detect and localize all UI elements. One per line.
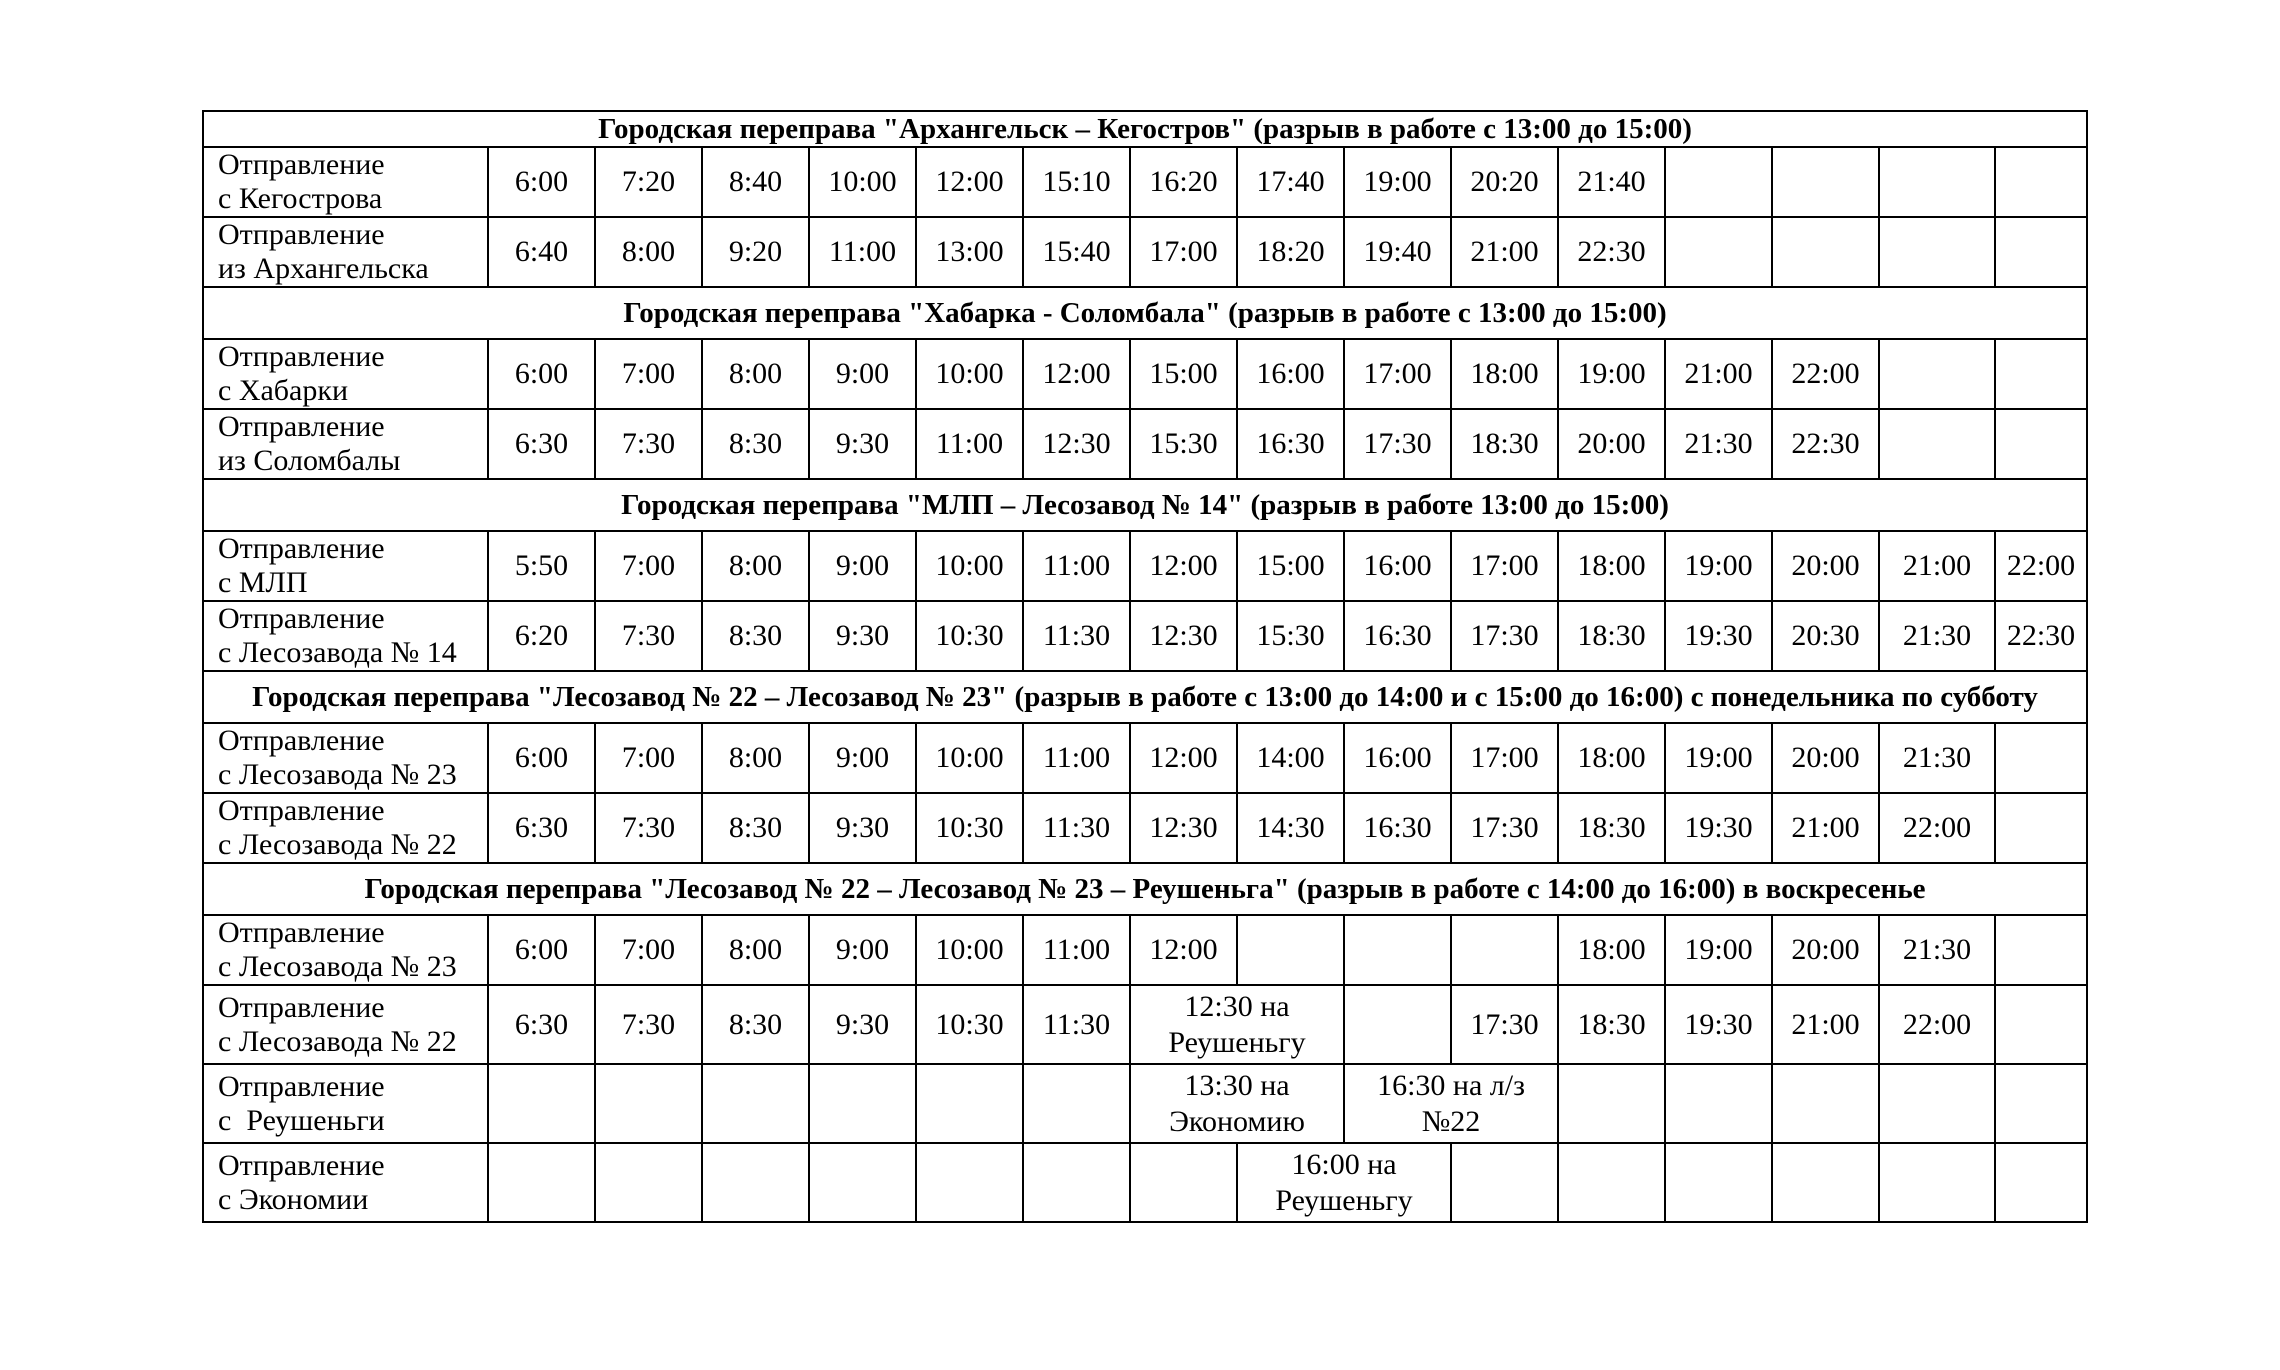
time-cell: 6:00: [488, 723, 595, 793]
time-cell: 8:00: [702, 531, 809, 601]
time-cell: 19:00: [1558, 339, 1665, 409]
time-cell: [1995, 1064, 2087, 1143]
time-cell: 12:30: [1023, 409, 1130, 479]
time-cell: 21:30: [1879, 601, 1995, 671]
time-cell: 7:30: [595, 409, 702, 479]
time-cell: [702, 1143, 809, 1222]
time-cell: 9:20: [702, 217, 809, 287]
time-cell: 18:30: [1558, 601, 1665, 671]
time-cell: 9:30: [809, 409, 916, 479]
table-row: [203, 1143, 2087, 1222]
table-row: [203, 531, 2087, 601]
table-row: [203, 1064, 2087, 1143]
row-label: Отправление с Лесозавода № 22: [203, 985, 488, 1064]
time-cell: 15:40: [1023, 217, 1130, 287]
time-cell: 21:30: [1879, 915, 1995, 985]
row-label: Отправление с Экономии: [203, 1143, 488, 1222]
time-cell: 18:00: [1558, 531, 1665, 601]
section-title: Городская переправа "Лесозавод № 22 – Лесозавод № 23" (разрыв в работе с 13:00 до 14:00 и с 15:00 до 16:00) с понедельника по субботу: [203, 671, 2087, 723]
time-cell: [1451, 915, 1558, 985]
merged-time-cell: 13:30 на Экономию: [1130, 1064, 1344, 1143]
merged-time-cell: 16:00 на Реушеньгу: [1237, 1143, 1451, 1222]
time-cell: [809, 1064, 916, 1143]
section-title: Городская переправа "МЛП – Лесозавод № 14" (разрыв в работе 13:00 до 15:00): [203, 479, 2087, 531]
time-cell: [1879, 147, 1995, 217]
row-label: Отправление с Лесозавода № 14: [203, 601, 488, 671]
time-cell: [1772, 217, 1879, 287]
merged-time-cell: 16:30 на л/з №22: [1344, 1064, 1558, 1143]
time-cell: [1995, 147, 2087, 217]
time-cell: 16:00: [1344, 531, 1451, 601]
time-cell: [595, 1064, 702, 1143]
time-cell: 9:00: [809, 723, 916, 793]
merged-time-cell: 12:30 на Реушеньгу: [1130, 985, 1344, 1064]
time-cell: 22:30: [1772, 409, 1879, 479]
time-cell: 5:50: [488, 531, 595, 601]
time-cell: [702, 1064, 809, 1143]
time-cell: 6:00: [488, 915, 595, 985]
time-cell: 15:00: [1130, 339, 1237, 409]
time-cell: [1995, 217, 2087, 287]
row-label: Отправление с Лесозавода № 23: [203, 723, 488, 793]
table-row: [203, 147, 2087, 217]
time-cell: 21:00: [1665, 339, 1772, 409]
section-header-row: [203, 671, 2087, 723]
time-cell: [1665, 1143, 1772, 1222]
time-cell: 22:00: [1879, 793, 1995, 863]
time-cell: 17:30: [1451, 985, 1558, 1064]
table-row: [203, 339, 2087, 409]
time-cell: 7:30: [595, 601, 702, 671]
time-cell: 12:00: [916, 147, 1023, 217]
section-header-row: [203, 479, 2087, 531]
section-header-row: [203, 863, 2087, 915]
time-cell: 11:30: [1023, 793, 1130, 863]
time-cell: 8:30: [702, 793, 809, 863]
time-cell: 10:00: [916, 339, 1023, 409]
row-label: Отправление с МЛП: [203, 531, 488, 601]
time-cell: 20:00: [1772, 723, 1879, 793]
time-cell: 9:00: [809, 339, 916, 409]
time-cell: 19:30: [1665, 793, 1772, 863]
time-cell: 16:30: [1344, 601, 1451, 671]
time-cell: 18:00: [1558, 723, 1665, 793]
row-label: Отправление с Кегострова: [203, 147, 488, 217]
time-cell: 21:00: [1451, 217, 1558, 287]
time-cell: 11:00: [916, 409, 1023, 479]
time-cell: 11:00: [1023, 723, 1130, 793]
time-cell: [1879, 1064, 1995, 1143]
time-cell: 17:00: [1451, 723, 1558, 793]
row-label: Отправление из Архангельска: [203, 217, 488, 287]
time-cell: 17:00: [1451, 531, 1558, 601]
time-cell: 18:30: [1558, 985, 1665, 1064]
time-cell: 18:30: [1451, 409, 1558, 479]
section-title: Городская переправа "Хабарка - Соломбала" (разрыв в работе с 13:00 до 15:00): [203, 287, 2087, 339]
time-cell: 20:00: [1772, 531, 1879, 601]
time-cell: 17:30: [1451, 601, 1558, 671]
time-cell: 12:30: [1130, 793, 1237, 863]
time-cell: [1879, 339, 1995, 409]
time-cell: 19:30: [1665, 985, 1772, 1064]
time-cell: [1995, 915, 2087, 985]
time-cell: [1558, 1064, 1665, 1143]
table-row: [203, 409, 2087, 479]
time-cell: 19:30: [1665, 601, 1772, 671]
time-cell: 9:30: [809, 601, 916, 671]
section-header-row: [203, 287, 2087, 339]
time-cell: 8:30: [702, 409, 809, 479]
time-cell: 8:30: [702, 601, 809, 671]
time-cell: 21:30: [1665, 409, 1772, 479]
time-cell: 22:30: [1558, 217, 1665, 287]
time-cell: 8:00: [702, 339, 809, 409]
time-cell: 11:30: [1023, 601, 1130, 671]
time-cell: 9:00: [809, 915, 916, 985]
row-label: Отправление с Хабарки: [203, 339, 488, 409]
time-cell: 16:30: [1344, 793, 1451, 863]
time-cell: [1130, 1143, 1237, 1222]
time-cell: 8:40: [702, 147, 809, 217]
table-row: [203, 601, 2087, 671]
time-cell: 21:00: [1772, 985, 1879, 1064]
time-cell: 22:00: [1879, 985, 1995, 1064]
time-cell: [1772, 1143, 1879, 1222]
time-cell: [1995, 339, 2087, 409]
time-cell: 17:30: [1344, 409, 1451, 479]
time-cell: 11:30: [1023, 985, 1130, 1064]
time-cell: 12:00: [1023, 339, 1130, 409]
ferry-schedule-table: [202, 110, 2088, 1223]
time-cell: 20:00: [1558, 409, 1665, 479]
time-cell: [488, 1143, 595, 1222]
table-row: [203, 915, 2087, 985]
time-cell: [1344, 985, 1451, 1064]
time-cell: 7:30: [595, 985, 702, 1064]
time-cell: 10:00: [916, 915, 1023, 985]
time-cell: 10:30: [916, 985, 1023, 1064]
time-cell: 15:00: [1237, 531, 1344, 601]
time-cell: [1558, 1143, 1665, 1222]
time-cell: [1995, 723, 2087, 793]
time-cell: 9:30: [809, 793, 916, 863]
time-cell: 12:00: [1130, 915, 1237, 985]
row-label: Отправление с Лесозавода № 22: [203, 793, 488, 863]
time-cell: 11:00: [1023, 531, 1130, 601]
time-cell: 17:00: [1344, 339, 1451, 409]
time-cell: 22:30: [1995, 601, 2087, 671]
time-cell: 15:30: [1237, 601, 1344, 671]
time-cell: 14:00: [1237, 723, 1344, 793]
time-cell: 12:00: [1130, 723, 1237, 793]
time-cell: 6:00: [488, 147, 595, 217]
time-cell: 16:00: [1237, 339, 1344, 409]
section-header-row: [203, 111, 2087, 147]
time-cell: 6:40: [488, 217, 595, 287]
table-row: [203, 217, 2087, 287]
row-label: Отправление с Лесозавода № 23: [203, 915, 488, 985]
time-cell: 20:30: [1772, 601, 1879, 671]
time-cell: 10:00: [916, 723, 1023, 793]
time-cell: 6:30: [488, 985, 595, 1064]
section-title: Городская переправа "Лесозавод № 22 – Лесозавод № 23 – Реушеньга" (разрыв в работе с 14:00 до 16:00) в воскресенье: [203, 863, 2087, 915]
section-title: Городская переправа "Архангельск – Кегостров" (разрыв в работе с 13:00 до 15:00): [203, 111, 2087, 147]
time-cell: 18:00: [1451, 339, 1558, 409]
time-cell: [1451, 1143, 1558, 1222]
time-cell: 14:30: [1237, 793, 1344, 863]
time-cell: [1995, 793, 2087, 863]
time-cell: [1995, 985, 2087, 1064]
time-cell: 10:30: [916, 793, 1023, 863]
time-cell: 16:20: [1130, 147, 1237, 217]
time-cell: [595, 1143, 702, 1222]
time-cell: 19:00: [1665, 915, 1772, 985]
time-cell: [1237, 915, 1344, 985]
time-cell: 9:00: [809, 531, 916, 601]
time-cell: 16:00: [1344, 723, 1451, 793]
time-cell: [1995, 1143, 2087, 1222]
time-cell: [1772, 147, 1879, 217]
time-cell: [1995, 409, 2087, 479]
time-cell: 22:00: [1772, 339, 1879, 409]
time-cell: [809, 1143, 916, 1222]
time-cell: [1344, 915, 1451, 985]
time-cell: 6:20: [488, 601, 595, 671]
time-cell: 7:00: [595, 723, 702, 793]
time-cell: [916, 1143, 1023, 1222]
time-cell: 15:10: [1023, 147, 1130, 217]
time-cell: [1023, 1143, 1130, 1222]
time-cell: 15:30: [1130, 409, 1237, 479]
time-cell: 17:00: [1130, 217, 1237, 287]
time-cell: 18:20: [1237, 217, 1344, 287]
table-row: [203, 793, 2087, 863]
time-cell: 19:40: [1344, 217, 1451, 287]
time-cell: 10:00: [809, 147, 916, 217]
time-cell: 6:30: [488, 409, 595, 479]
time-cell: 20:20: [1451, 147, 1558, 217]
time-cell: 6:30: [488, 793, 595, 863]
row-label: Отправление с Реушеньги: [203, 1064, 488, 1143]
time-cell: 7:00: [595, 531, 702, 601]
time-cell: 21:30: [1879, 723, 1995, 793]
time-cell: 7:20: [595, 147, 702, 217]
time-cell: 8:00: [702, 723, 809, 793]
time-cell: 17:40: [1237, 147, 1344, 217]
time-cell: [488, 1064, 595, 1143]
time-cell: 13:00: [916, 217, 1023, 287]
time-cell: 21:00: [1879, 531, 1995, 601]
time-cell: 7:00: [595, 339, 702, 409]
time-cell: 8:00: [702, 915, 809, 985]
time-cell: 8:30: [702, 985, 809, 1064]
time-cell: 10:30: [916, 601, 1023, 671]
table-row: [203, 985, 2087, 1064]
time-cell: [916, 1064, 1023, 1143]
time-cell: 18:30: [1558, 793, 1665, 863]
time-cell: 21:00: [1772, 793, 1879, 863]
time-cell: 17:30: [1451, 793, 1558, 863]
table-row: [203, 723, 2087, 793]
time-cell: 12:00: [1130, 531, 1237, 601]
time-cell: [1665, 147, 1772, 217]
row-label: Отправление из Соломбалы: [203, 409, 488, 479]
time-cell: [1665, 1064, 1772, 1143]
time-cell: 22:00: [1995, 531, 2087, 601]
time-cell: 16:30: [1237, 409, 1344, 479]
time-cell: [1879, 409, 1995, 479]
time-cell: 7:00: [595, 915, 702, 985]
time-cell: 21:40: [1558, 147, 1665, 217]
time-cell: 18:00: [1558, 915, 1665, 985]
time-cell: 7:30: [595, 793, 702, 863]
time-cell: [1665, 217, 1772, 287]
time-cell: [1879, 217, 1995, 287]
time-cell: 20:00: [1772, 915, 1879, 985]
time-cell: 19:00: [1665, 531, 1772, 601]
time-cell: 10:00: [916, 531, 1023, 601]
time-cell: [1879, 1143, 1995, 1222]
time-cell: 9:30: [809, 985, 916, 1064]
time-cell: 6:00: [488, 339, 595, 409]
time-cell: 11:00: [1023, 915, 1130, 985]
time-cell: 12:30: [1130, 601, 1237, 671]
time-cell: 8:00: [595, 217, 702, 287]
time-cell: 19:00: [1344, 147, 1451, 217]
time-cell: [1772, 1064, 1879, 1143]
time-cell: 19:00: [1665, 723, 1772, 793]
time-cell: [1023, 1064, 1130, 1143]
time-cell: 11:00: [809, 217, 916, 287]
